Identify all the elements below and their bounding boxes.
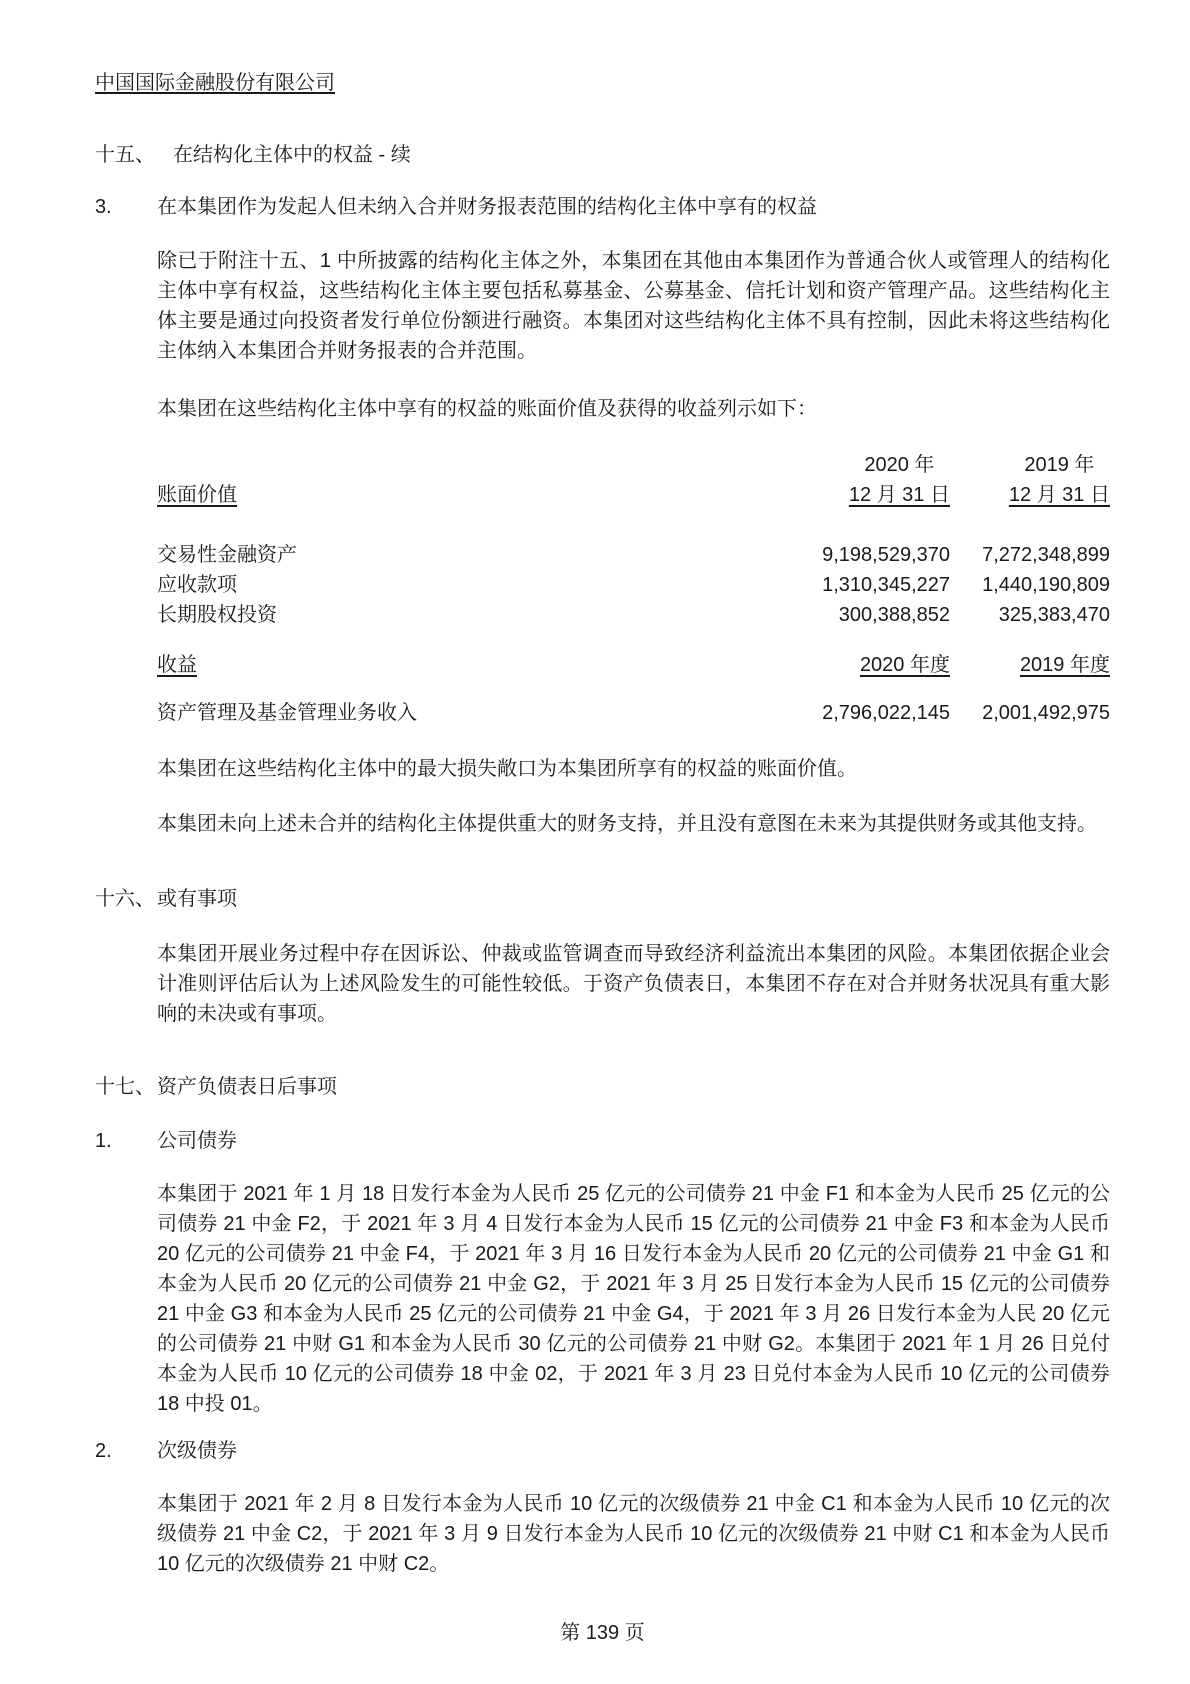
row-label: 长期股权投资: [157, 604, 277, 626]
item-2-title: 次级债券: [157, 1440, 237, 1462]
row-value-2019: 2,001,492,975: [982, 702, 1110, 724]
section-17-item-1-heading: [95, 1126, 1110, 1156]
table-header-row: [157, 450, 1110, 510]
row-value-2019: 1,440,190,809: [982, 574, 1110, 596]
row-value-2019: 325,383,470: [998, 604, 1110, 626]
income-column-2019: 2019 年度: [1019, 654, 1110, 676]
row-value-2020: 300,388,852: [838, 604, 950, 626]
table-row-long-term-equity-investments: [157, 600, 1110, 630]
column-2019-year: 2019 年: [1024, 454, 1095, 476]
section-16-title: 或有事项: [157, 888, 237, 910]
paragraph-no-financial-support: 本集团未向上述未合并的结构化主体提供重大的财务支持，并且没有意图在未来为其提供财务或其他支持。: [157, 813, 1097, 835]
row-label: 交易性金融资产: [157, 544, 297, 566]
row-value-2020: 2,796,022,145: [822, 702, 950, 724]
table-row-receivables: [157, 570, 1110, 600]
paragraph-table-intro: 本集团在这些结构化主体中享有的权益的账面价值及获得的收益列示如下：: [157, 398, 817, 420]
table-row-trading-financial-assets: [157, 540, 1110, 570]
column-header-2019: [950, 450, 1110, 510]
table-body: [157, 540, 1110, 630]
section-17-number: 十七、: [95, 1076, 155, 1098]
paragraph-max-loss-exposure: 本集团在这些结构化主体中的最大损失敞口为本集团所享有的权益的账面价值。: [157, 758, 857, 780]
row-label: 应收款项: [157, 574, 237, 596]
column-header-2020: [770, 450, 950, 510]
paragraph-corporate-bonds: 本集团于 2021 年 1 月 18 日发行本金为人民币 25 亿元的公司债券 21 中金 F1 和本金为人民币 25 亿元的公司债券 21 中金 F2，于 2021 年 3 月 4 日发行本金为人民币 15 亿元的公司债券 21 中金 F3 和本金为人民币 20 亿元的公司债券 21 中金 F4，于 2021 年 3 月 16 日发行本金为人民币 20 亿元的公司债券 21 中金 G1 和本金为人民币 20 亿元的公司债券 21 中金 G2，于 2021 年 3 月 25 日发行本金为人民币 15 亿元的公司债券 21 中金 G3 和本金为人民币 25 亿元的公司债券 21 中金 G4，于 2021 年 3 月 26 日发行本金为人民 20 亿元的公司债券 21 中财 G1 和本金为人民币 30 亿元的公司债券 21 中财 G2。本集团于 2021 年 1 月 26 日兑付本金为人民币 10 亿元的公司债券 18 中金 02，于 2021 年 3 月 23 日兑付本金为人民币 10 亿元的公司债券 18 中投 01。: [157, 1183, 1110, 1415]
item-3-title: 在本集团作为发起人但未纳入合并财务报表范围的结构化主体中享有的权益: [157, 196, 817, 218]
item-3-number: 3.: [95, 196, 112, 218]
interests-table: [157, 450, 1110, 728]
section-15-number: 十五、: [95, 144, 155, 166]
section-17-item-2-heading: [95, 1436, 1110, 1466]
section-15-title: 在结构化主体中的权益 - 续: [173, 144, 411, 166]
paragraph-structured-entities: 除已于附注十五、1 中所披露的结构化主体之外，本集团在其他由本集团作为普通合伙人或管理人的结构化主体中享有权益，这些结构化主体主要包括私募基金、公募基金、信托计划和资产管理产品。这些结构化主体主要是通过向投资者发行单位份额进行融资。本集团对这些结构化主体不具有控制，因此未将这些结构化主体纳入本集团合并财务报表的合并范围。: [157, 250, 1110, 362]
row-label: 资产管理及基金管理业务收入: [157, 702, 417, 724]
carrying-value-label: 账面价值: [157, 484, 237, 506]
section-16-number: 十六、: [95, 888, 155, 910]
income-header-row: [157, 650, 1110, 680]
paragraph-subordinated-bonds: 本集团于 2021 年 2 月 8 日发行本金为人民币 10 亿元的次级债券 21 中金 C1 和本金为人民币 10 亿元的次级债券 21 中金 C2，于 2021 年 3 月 9 日发行本金为人民币 10 亿元的次级债券 21 中财 C1 和本金为人民币 10 亿元的次级债券 21 中财 C2。: [157, 1493, 1110, 1575]
paragraph-contingencies: 本集团开展业务过程中存在因诉讼、仲裁或监管调查而导致经济利益流出本集团的风险。本集团依据企业会计准则评估后认为上述风险发生的可能性较低。于资产负债表日，本集团不存在对合并财务状况具有重大影响的未决或有事项。: [157, 943, 1110, 1025]
row-value-2019: 7,272,348,899: [982, 544, 1110, 566]
column-2020-year: 2020 年: [864, 454, 935, 476]
item-1-title: 公司债券: [157, 1130, 237, 1152]
income-column-2020: 2020 年度: [859, 654, 950, 676]
income-label: 收益: [157, 654, 197, 676]
item-1-number: 1.: [95, 1130, 112, 1152]
section-17-title: 资产负债表日后事项: [157, 1076, 337, 1098]
table-row-asset-management-income: [157, 698, 1110, 728]
row-value-2020: 9,198,529,370: [822, 544, 950, 566]
row-value-2020: 1,310,345,227: [822, 574, 950, 596]
section-15-heading: [95, 140, 1110, 170]
section-16-heading: [95, 884, 1110, 914]
company-name: 中国国际金融股份有限公司: [95, 72, 335, 94]
footer-page-number: 第 139 页: [560, 1622, 645, 1644]
section-15-item-3-heading: [95, 192, 1110, 222]
column-2019-date: 12 月 31 日: [1008, 484, 1110, 506]
section-17-heading: [95, 1072, 1110, 1102]
column-2020-date: 12 月 31 日: [848, 484, 950, 506]
item-2-number: 2.: [95, 1440, 112, 1462]
